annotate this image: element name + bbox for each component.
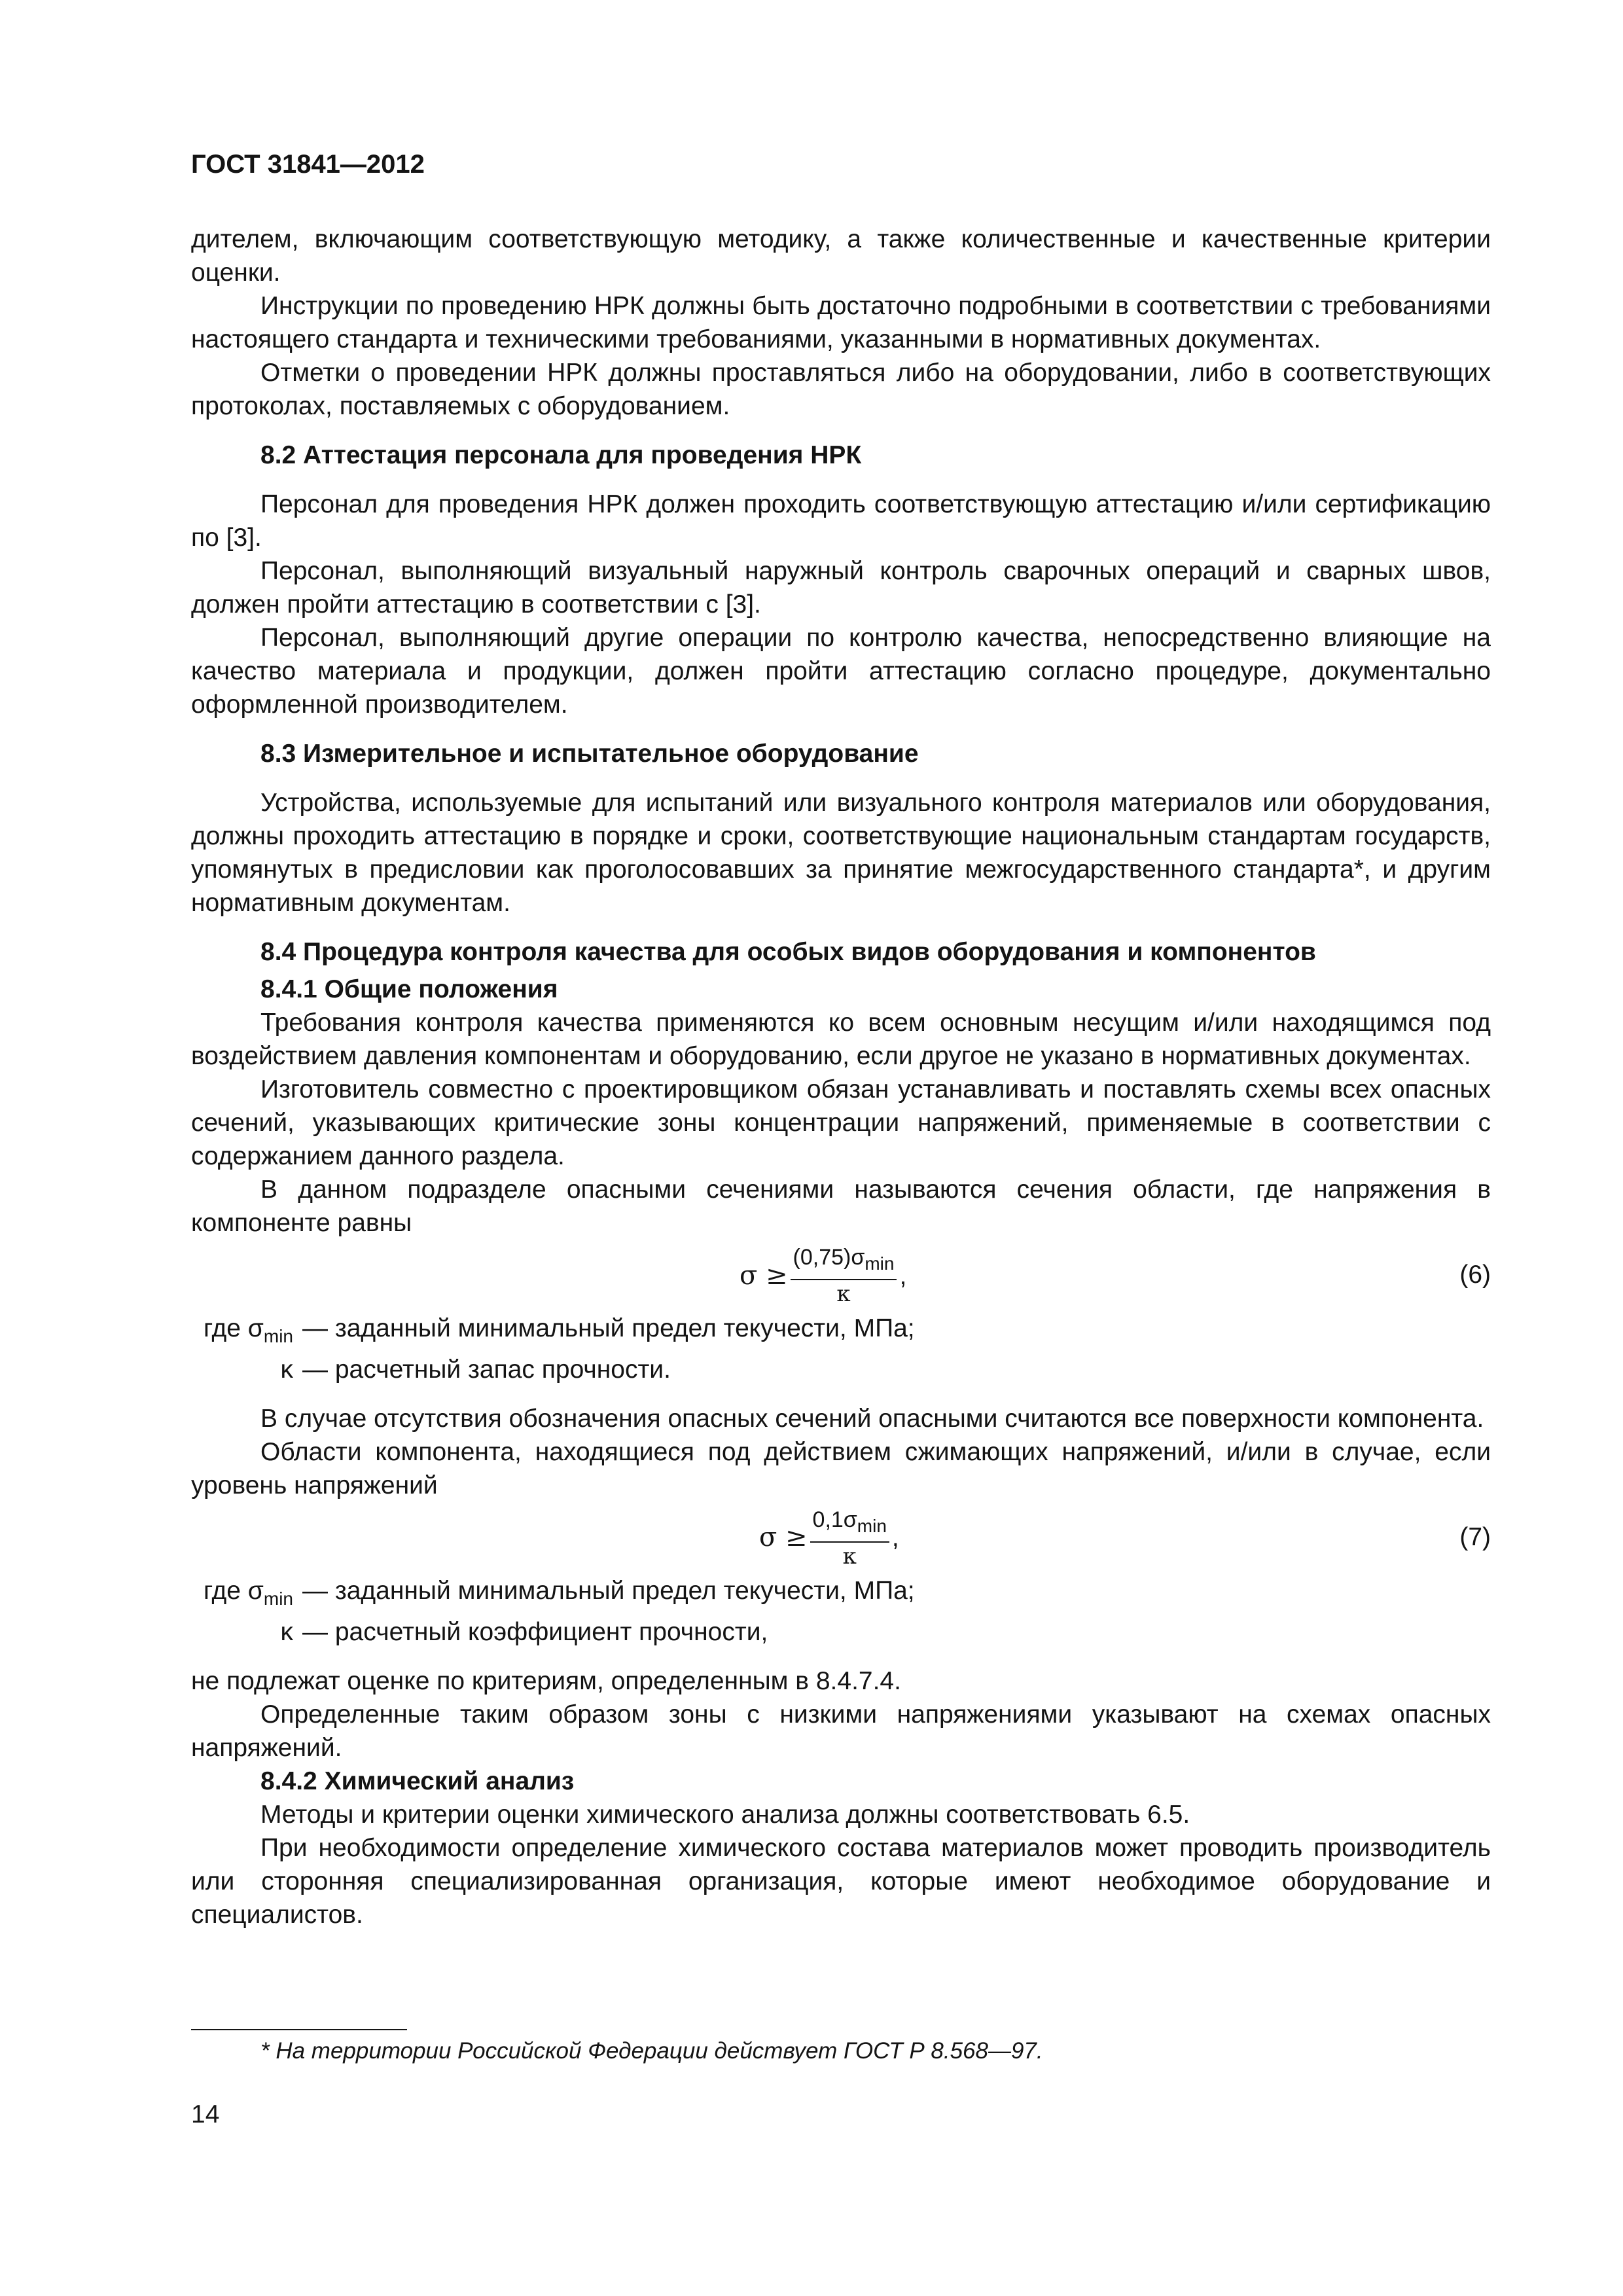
paragraph: При необходимости определение химического состава материалов может проводить производитель или сторонняя специализированная организация, которые имеют необходимое оборудование и специалистов. xyxy=(191,1833,1491,1929)
paragraph: Области компонента, находящиеся под действием сжимающих напряжений, и/или в случае, если уровень напряжений xyxy=(191,1437,1491,1499)
equation-legend xyxy=(191,1574,1491,1649)
section-heading-8-4-1: 8.4.1 Общие положения xyxy=(260,975,558,1003)
paragraph: Персонал, выполняющий визуальный наружный контроль сварочных операций и сварных швов, должен пройти аттестацию в соответствии с [3]. xyxy=(191,557,1491,619)
section-heading-8-2: 8.2 Аттестация персонала для проведения НРК xyxy=(260,441,862,469)
equation-number: (6) xyxy=(1459,1261,1491,1289)
paragraph: Изготовитель совместно с проектировщиком обязан устанавливать и поставлять схемы всех опасных сечений, указывающих критические зоны концентрации напряжений, применяемые в соответствии с содержанием данного раздела. xyxy=(191,1075,1491,1170)
subscript: min xyxy=(263,1325,293,1346)
legend-symbol: где σ xyxy=(204,1576,264,1605)
paragraph: Персонал, выполняющий другие операции по контролю качества, непосредственно влияющие на качество материала и продукции, должен пройти аттестацию согласно процедуре, документально оформленной производителем. xyxy=(191,624,1491,719)
legend-text: — расчетный коэффициент прочности, xyxy=(302,1617,768,1646)
fraction-numerator: 0,1σ xyxy=(812,1507,857,1532)
fraction-denominator: κ xyxy=(842,1543,857,1570)
equation-fraction xyxy=(810,1506,889,1570)
footnote-separator xyxy=(191,2029,407,2030)
paragraph: Методы и критерии оценки химического анализа должны соответствовать 6.5. xyxy=(260,1800,1190,1829)
paragraph: Инструкции по проведению НРК должны быть достаточно подробными в соответствии с требованиями настоящего стандарта и техническими требованиями, указанными в нормативных документах. xyxy=(191,292,1491,353)
legend-text: — заданный минимальный предел текучести, МПа; xyxy=(302,1314,915,1342)
paragraph: Определенные таким образом зоны с низкими напряжениями указывают на схемах опасных напряжений. xyxy=(191,1700,1491,1762)
paragraph: В случае отсутствия обозначения опасных сечений опасными считаются все поверхности компонента. xyxy=(260,1404,1484,1433)
paragraph: Отметки о проведении НРК должны проставляться либо на оборудовании, либо в соответствующих протоколах, поставляемых с оборудованием. xyxy=(191,359,1491,420)
subscript: min xyxy=(263,1588,293,1609)
equation-6 xyxy=(191,1240,1491,1312)
fraction-numerator: (0,75)σ xyxy=(793,1245,865,1270)
legend-text: — заданный минимальный предел текучести, МПа; xyxy=(302,1576,915,1605)
footnote: * На территории Российской Федерации действует ГОСТ Р 8.568—97. xyxy=(260,2038,1043,2064)
section-heading-8-4: 8.4 Процедура контроля качества для особых видов оборудования и компонентов xyxy=(260,938,1316,966)
page-number: 14 xyxy=(191,2100,220,2128)
paragraph: Требования контроля качества применяются ко всем основным несущим и/или находящимся под воздействием давления компонентам и оборудованию, если другое не указано в нормативных документах. xyxy=(191,1009,1491,1070)
subscript: min xyxy=(865,1253,895,1274)
paragraph: В данном подразделе опасными сечениями называются сечения области, где напряжения в компоненте равны xyxy=(191,1175,1491,1237)
equation-7 xyxy=(191,1502,1491,1574)
paragraph: не подлежат оценке по критериям, определенным в 8.4.7.4. xyxy=(191,1666,901,1695)
legend-symbol: κ xyxy=(280,1617,293,1646)
document-header: ГОСТ 31841—2012 xyxy=(191,150,425,179)
equation-number: (7) xyxy=(1459,1522,1491,1551)
section-heading-8-4-2: 8.4.2 Химический анализ xyxy=(260,1767,575,1795)
equation-lhs: σ ≥ xyxy=(759,1522,808,1553)
legend-symbol: κ xyxy=(280,1355,293,1384)
fraction-denominator: κ xyxy=(836,1280,851,1307)
equation-fraction xyxy=(791,1244,897,1308)
equation-lhs: σ ≥ xyxy=(740,1260,788,1291)
paragraph: Персонал для проведения НРК должен проходить соответствующую аттестацию и/или сертификацию по [3]. xyxy=(191,490,1491,552)
paragraph: дителем, включающим соответствующую методику, а также количественные и качественные критерии оценки. xyxy=(191,225,1491,287)
document-body xyxy=(191,223,1491,1931)
equation-legend xyxy=(191,1312,1491,1386)
legend-symbol: где σ xyxy=(204,1314,264,1342)
equation-tail: , xyxy=(899,1261,907,1290)
equation-tail: , xyxy=(891,1524,899,1552)
subscript: min xyxy=(857,1515,887,1536)
section-heading-8-3: 8.3 Измерительное и испытательное оборудование xyxy=(260,740,919,768)
paragraph: Устройства, используемые для испытаний или визуального контроля материалов или оборудования, должны проходить аттестацию в порядке и сроки, соответствующие национальным стандартам государств, упомянутых в предисловии как проголосовавших за принятие межгосударственного стандарта*, и другим нормативным документам. xyxy=(191,789,1491,917)
legend-text: — расчетный запас прочности. xyxy=(302,1355,671,1384)
